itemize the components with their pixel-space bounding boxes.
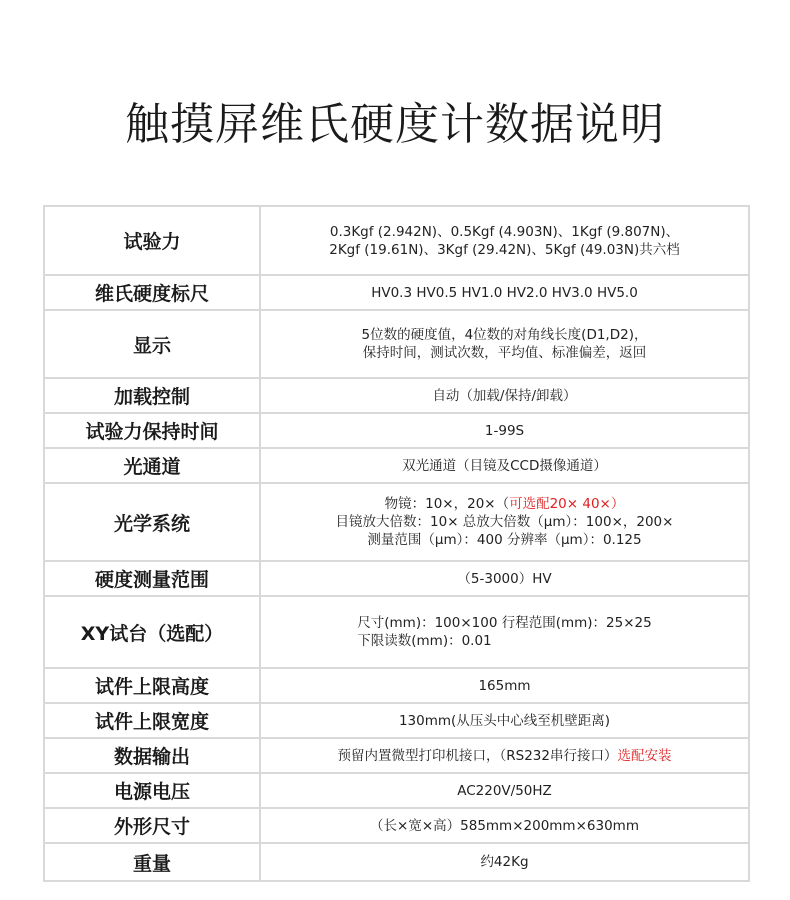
table-row [44,703,749,738]
row-label: 光学系统 [44,483,260,561]
row-value [260,738,749,773]
row-value [260,275,749,310]
page-title: 触摸屏维氏硬度计数据说明 [125,99,665,150]
value-line: 双光通道（目镜及CCD摄像通道） [402,457,607,474]
row-value [260,561,749,596]
row-label: 试件上限宽度 [44,703,260,738]
value-line: HV0.3 HV0.5 HV1.0 HV2.0 HV3.0 HV5.0 [371,284,638,301]
row-value [260,310,749,378]
value-line [265,495,744,513]
row-label: 硬度测量范围 [44,561,260,596]
value-line: 尺寸(mm)：100×100 行程范围(mm)：25×25 [357,615,652,631]
row-value [260,378,749,413]
table-row [44,310,749,378]
row-value [260,483,749,561]
row-label: 试验力保持时间 [44,413,260,448]
table-row [44,668,749,703]
table-row [44,843,749,881]
row-label: 显示 [44,310,260,378]
value-line: 2Kgf (19.61N)、3Kgf (29.42N)、5Kgf (49.03N)共六档 [329,241,680,258]
value-line: 130mm(从压头中心线至机壁距离) [398,712,611,729]
optional-highlight: 可选配20× 40×） [509,496,625,512]
row-value [260,843,749,881]
value-text: 物镜：10×，20×（ [384,496,510,512]
row-value [260,668,749,703]
table-row [44,561,749,596]
value-line: 0.3Kgf (2.942N)、0.5Kgf (4.903N)、1Kgf (9.807N)、 [329,223,680,240]
value-line: 下限读数(mm)：0.01 [357,633,492,649]
row-value [260,448,749,483]
value-line: 测量范围（μm）：400 分辨率（μm）：0.125 [367,532,642,548]
value-line: （5-3000）HV [457,570,552,587]
row-value [260,596,749,668]
spec-table [43,205,750,882]
row-label: 维氏硬度标尺 [44,275,260,310]
row-label: 光通道 [44,448,260,483]
optional-highlight: 选配安装 [617,747,672,764]
table-row [44,738,749,773]
row-label: 试验力 [44,206,260,275]
value-line: 目镜放大倍数：10× 总放大倍数（μm）：100×，200× [335,514,674,530]
table-row [44,773,749,808]
value-line: 自动（加载/保持/卸载） [432,387,577,404]
table-row [44,448,749,483]
value-line: 1-99S [484,422,525,439]
row-value [260,206,749,275]
value-line: 165mm [478,677,531,694]
value-line: 约42Kg [480,854,529,870]
row-label: 外形尺寸 [44,808,260,843]
table-row [44,808,749,843]
value-block [357,614,651,650]
row-label: 试件上限高度 [44,668,260,703]
table-row [44,483,749,561]
value-line: 5位数的硬度值，4位数的对角线长度(D1,D2)， [361,327,648,343]
table-row [44,596,749,668]
row-value [260,413,749,448]
row-label: XY试台（选配） [44,596,260,668]
row-value [260,773,749,808]
table-row [44,206,749,275]
value-text: 预留内置微型打印机接口，（RS232串行接口） [337,747,618,764]
row-value [260,808,749,843]
value-line [265,747,744,765]
table-row [44,413,749,448]
table-row [44,378,749,413]
row-value [260,703,749,738]
row-label: 重量 [44,843,260,881]
row-label: 电源电压 [44,773,260,808]
value-line: （长×宽×高）585mm×200mm×630mm [370,817,639,834]
table-row [44,275,749,310]
value-line: AC220V/50HZ [457,782,552,799]
row-label: 数据输出 [44,738,260,773]
value-line: 保持时间，测试次数，平均值、标准偏差，返回 [362,345,647,361]
row-label: 加载控制 [44,378,260,413]
